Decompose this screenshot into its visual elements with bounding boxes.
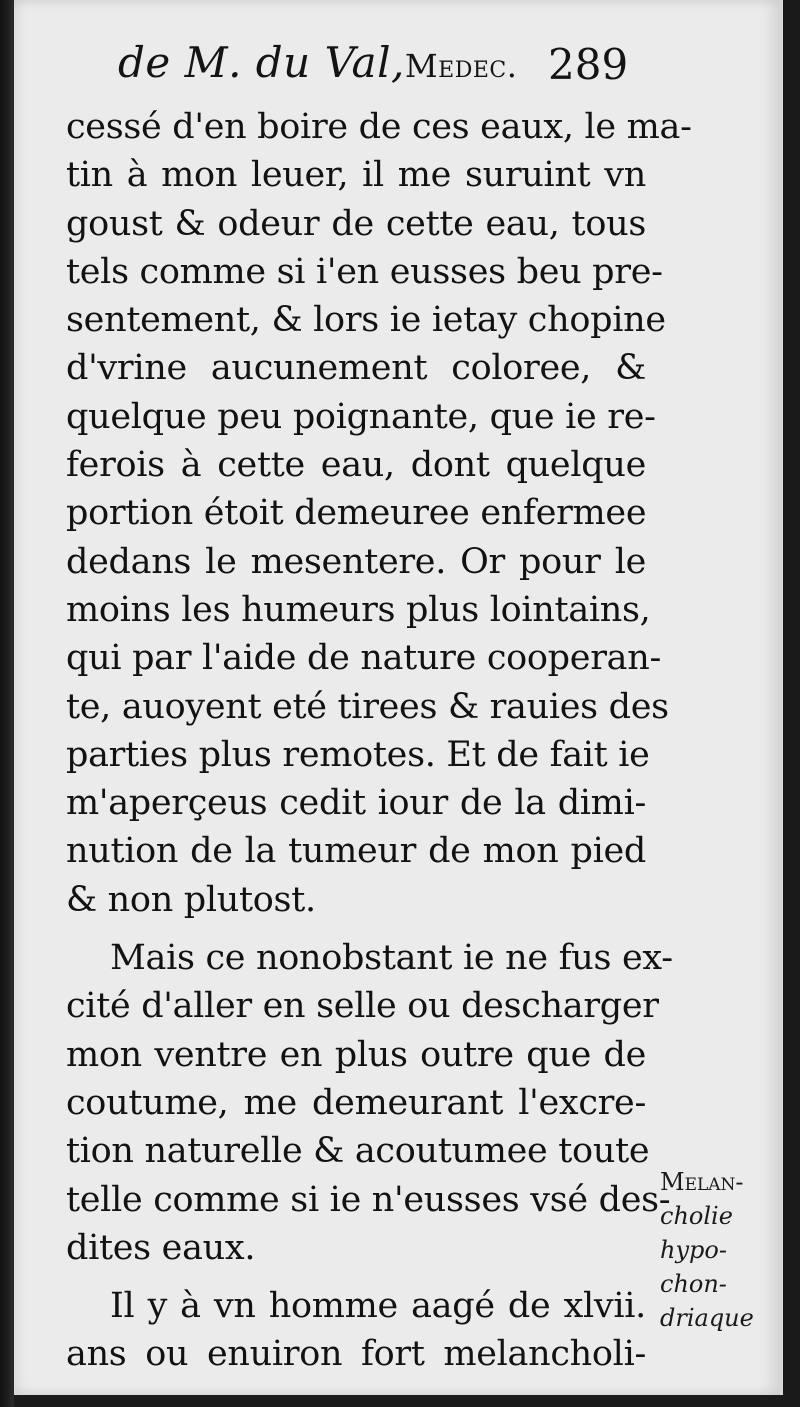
text-line: tels comme si i'en eusses beu pre- [66,251,663,292]
text-line: cessé d'en boire de ces eaux, le ma- [66,107,692,147]
text-line: ans ou enuiron fort melancholi- [66,1334,646,1375]
text-line: qui par l'aide de nature cooperan- [66,638,661,679]
text-line: te, auoyent eté tirees & rauies des [66,686,669,727]
text-line: d'vrine aucunement coloree, & [66,348,646,389]
margin-note-line: Melan- [660,1168,744,1196]
text-line: goust & odeur de cette eau, tous [66,203,646,244]
text-line: quelque peu poignante, que ie re- [66,396,656,437]
text-line: sentement, & lors ie ietay chopine [66,300,666,341]
margin-note-line: chon- [660,1270,727,1298]
main-text [66,103,692,1379]
text-line: telle comme si ie n'eusses vsé des- [66,1179,671,1220]
text-line: moins les humeurs plus lointains, [66,589,651,630]
text-line: m'aperçeus cedit iour de la dimi- [66,783,646,824]
text-line: portion étoit demeuree enfermee [66,493,647,534]
text-line: tin à mon leuer, il me suruint vn [66,155,646,196]
text-line: tion naturelle & acoutumee toute [66,1131,650,1172]
page-shadow-bottom [14,1395,800,1407]
text-line: coutume, me demeurant l'excre- [66,1082,646,1123]
margin-note-line: cholie [660,1202,733,1230]
text-line: dedans le mesentere. Or pour le [66,541,646,582]
text-line: mon ventre en plus outre que de [66,1034,646,1075]
margin-note [660,1165,770,1335]
paragraph [66,103,692,924]
text-line: nution de la tumeur de mon pied [66,831,646,872]
text-line: & non plutost. [66,879,316,920]
paragraph [66,934,673,1272]
page-number: 289 [548,40,629,89]
running-title-abbrev: Medec. [404,47,518,85]
text-line: dites eaux. [66,1227,256,1268]
text-line: Mais ce nonobstant ie ne fus ex- [110,938,673,979]
text-line: ferois à cette eau, dont quelque [66,445,646,486]
text-line: cité d'aller en selle ou descharger [66,986,659,1027]
margin-note-line: hypo- [660,1236,727,1264]
text-line: Il y à vn homme aagé de xlvii. [110,1286,646,1327]
text-line: parties plus remotes. Et de fait ie [66,734,650,775]
running-title: de M. du Val, [118,38,405,87]
paragraph [66,1282,646,1379]
page-shadow-left [0,0,14,1407]
margin-note-line: driaque [660,1304,754,1332]
